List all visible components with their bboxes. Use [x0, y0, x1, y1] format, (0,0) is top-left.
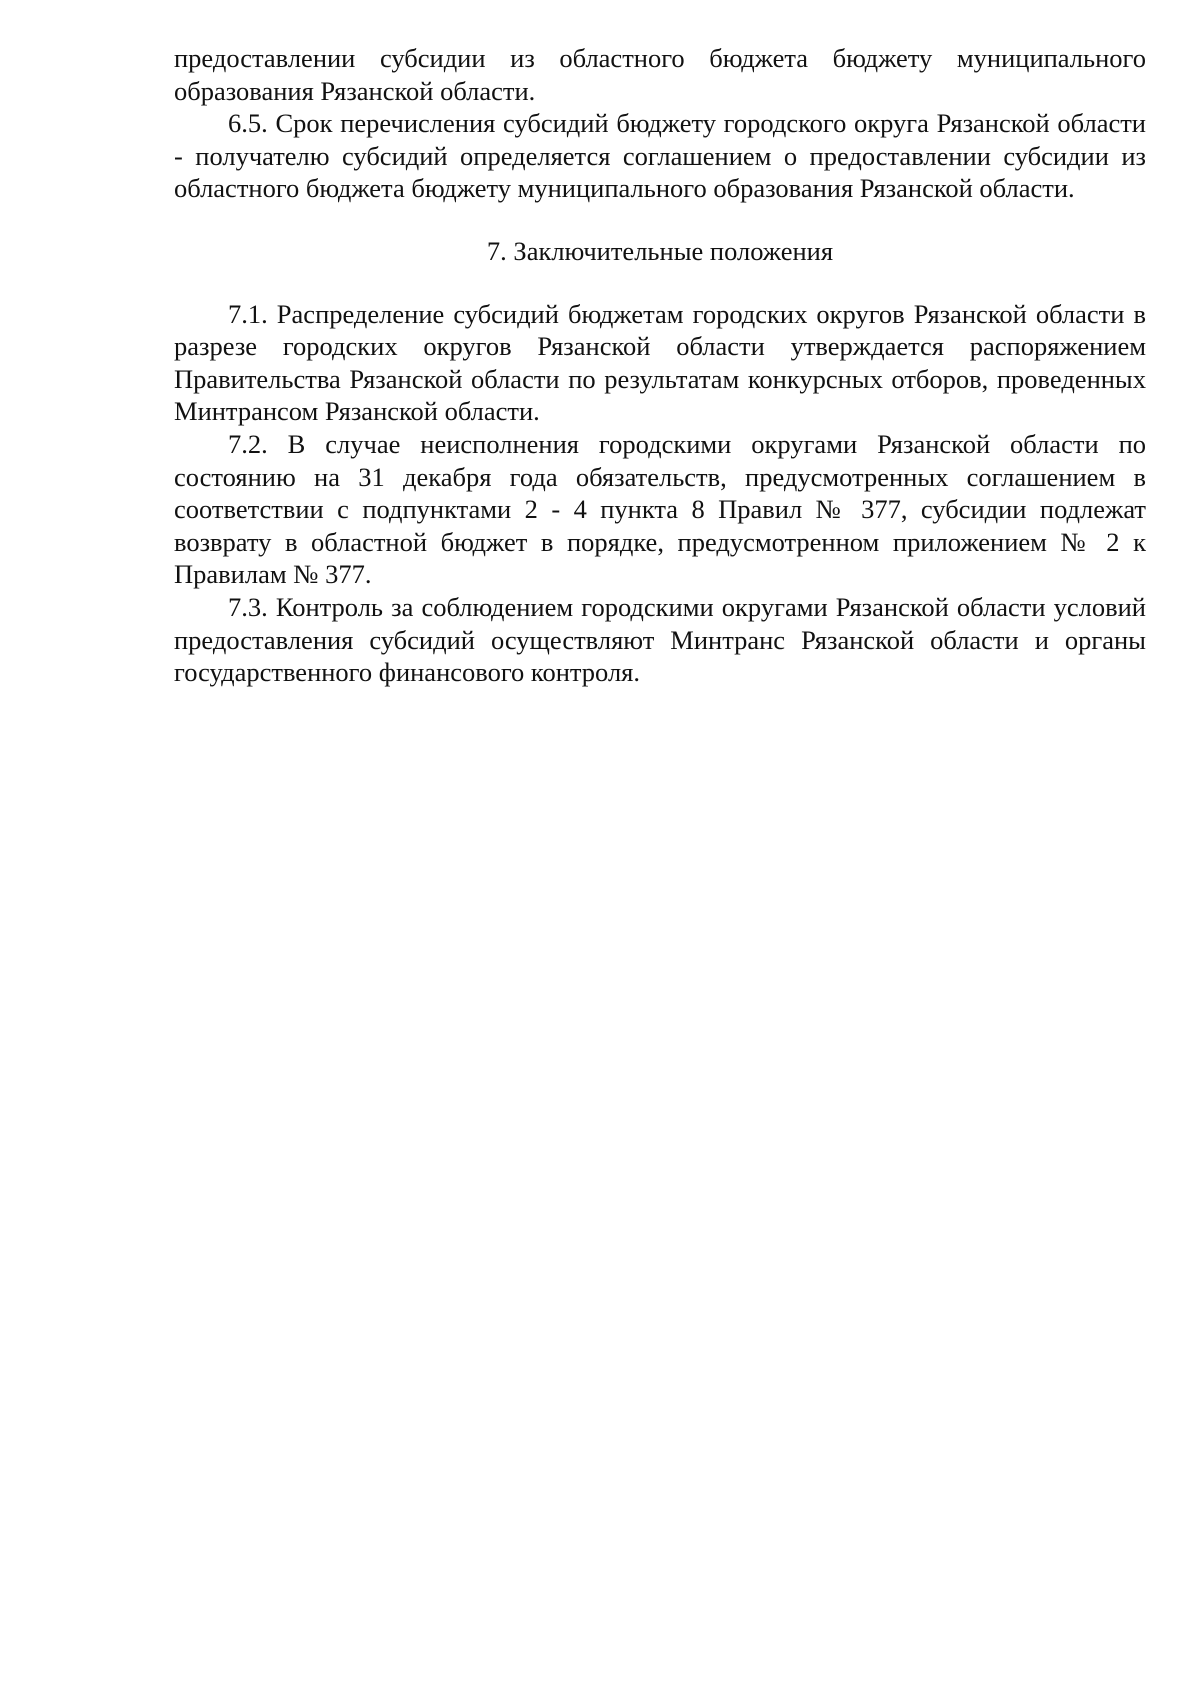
document-body	[174, 42, 1146, 689]
section-heading-7: 7. Заключительные положения	[486, 235, 834, 266]
paragraph-continuation: предоставлении субсидии из областного бюджета бюджету муниципального образования Рязанской области.	[174, 43, 1146, 106]
paragraph-7-1: 7.1. Распределение субсидий бюджетам городских округов Рязанской области в разрезе городских округов Рязанской области утверждается распоряжением Правительства Рязанской области по результатам конкурсных отборов, проведенных Минтрансом Рязанской области.	[174, 298, 1146, 427]
paragraph-7-3: 7.3. Контроль за соблюдением городскими округами Рязанской области условий предоставления субсидий осуществляют Минтранс Рязанской области и органы государственного финансового контроля.	[174, 591, 1146, 688]
paragraph-6-5: 6.5. Срок перечисления субсидий бюджету городского округа Рязанской области - получателю субсидий определяется соглашением о предоставлении субсидии из областного бюджета бюджету муниципального образования Рязанской области.	[174, 108, 1146, 204]
paragraph-7-2: 7.2. В случае неисполнения городскими округами Рязанской области по состоянию на 31 декабря года обязательств, предусмотренных соглашением в соответствии с подпунктами 2 - 4 пункта 8 Правил № 377, субсидии подлежат возврату в областной бюджет в порядке, предусмотренном приложением № 2 к Правилам № 377.	[174, 428, 1146, 590]
